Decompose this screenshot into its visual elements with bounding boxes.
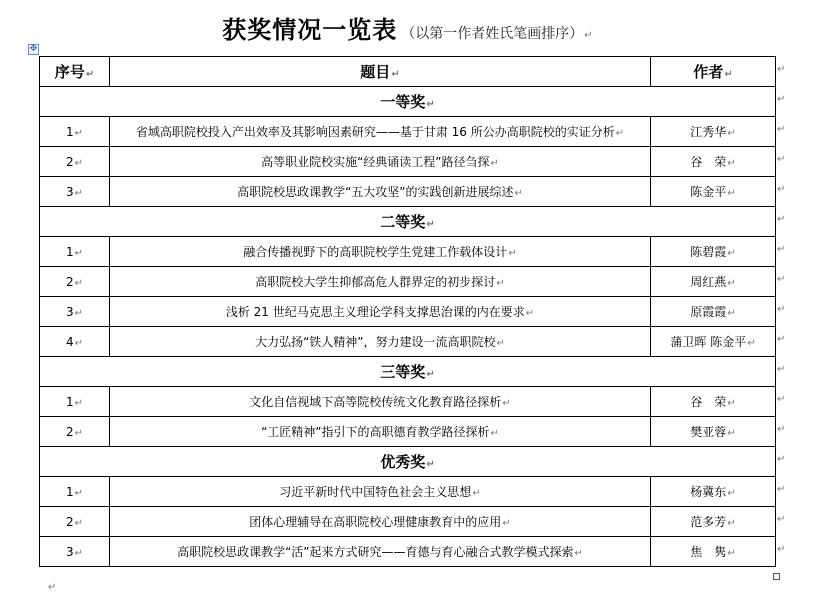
row-title [110, 237, 651, 267]
cell-mark-icon: ↵ [74, 427, 84, 439]
row-number [40, 537, 110, 567]
row-author-text: 谷 荣 [690, 155, 727, 169]
cell-mark-icon: ↵ [727, 158, 736, 169]
cell-mark-icon: ↵ [85, 69, 95, 80]
row-number [40, 117, 110, 147]
table-row [40, 537, 776, 567]
row-author [651, 177, 776, 207]
row-title-text: 习近平新时代中国特色社会主义思想 [279, 485, 472, 499]
row-author [651, 417, 776, 447]
row-number-text: 3 [65, 304, 74, 319]
row-title [110, 537, 651, 567]
row-number-text: 3 [65, 184, 74, 199]
row-author-text: 陈金平 [690, 185, 727, 199]
cell-mark-icon: ↵ [74, 487, 84, 499]
row-author-text: 焦 隽 [690, 545, 727, 559]
row-author [651, 387, 776, 417]
row-title [110, 387, 651, 417]
row-author [651, 117, 776, 147]
cell-mark-icon: ↵ [426, 219, 435, 230]
row-number [40, 417, 110, 447]
header-title [110, 57, 651, 87]
cell-mark-icon: ↵ [727, 248, 736, 259]
row-title [110, 267, 651, 297]
table-row [40, 477, 776, 507]
row-number-text: 2 [65, 154, 74, 169]
row-end-mark-icon: ↵ [777, 304, 786, 315]
row-author [651, 297, 776, 327]
cell-mark-icon: ↵ [525, 308, 535, 319]
table-row [40, 237, 776, 267]
row-title-text: 高等职业院校实施“经典诵读工程”路径刍探 [261, 155, 490, 169]
row-title [110, 297, 651, 327]
row-title-text: 文化自信视域下高等院校传统文化教育路径探析 [249, 395, 502, 409]
cell-mark-icon: ↵ [496, 338, 505, 349]
table-row [40, 297, 776, 327]
row-author [651, 477, 776, 507]
cell-mark-icon: ↵ [727, 428, 736, 439]
paragraph-mark-icon: ↵ [584, 30, 593, 41]
section-heading-text: 二等奖 [380, 213, 426, 231]
header-title-text: 题目 [360, 63, 391, 81]
table-move-handle-icon[interactable]: ✥ [29, 44, 38, 54]
row-author [651, 267, 776, 297]
row-end-mark-icon: ↵ [777, 424, 786, 435]
row-number [40, 477, 110, 507]
row-author-text: 樊亚蓉 [690, 425, 727, 439]
cell-mark-icon: ↵ [426, 369, 435, 380]
cell-mark-icon: ↵ [727, 488, 736, 499]
row-number-text: 3 [65, 544, 74, 559]
header-author-text: 作者 [693, 63, 724, 81]
row-author-text: 范多芳 [690, 515, 727, 529]
row-number-text: 2 [65, 514, 74, 529]
row-author [651, 507, 776, 537]
row-title-text: 高职院校思政课教学“五大攻坚”的实践创新进展综述 [237, 185, 514, 199]
title-main: 获奖情况一览表 [222, 15, 398, 44]
title-subtitle: （以第一作者姓氏笔画排序） [401, 26, 584, 42]
section-heading [40, 357, 776, 387]
row-title-text: “工匠精神”指引下的高职德育教学路径探析 [261, 425, 490, 439]
table-row [40, 327, 776, 357]
cell-mark-icon: ↵ [74, 397, 84, 409]
paragraph-mark-icon: ↵ [48, 582, 57, 593]
section-heading-text: 优秀奖 [380, 453, 426, 471]
row-number-text: 2 [65, 424, 74, 439]
row-author [651, 327, 776, 357]
section-row [40, 207, 776, 237]
row-title-text: 团体心理辅导在高职院校心理健康教育中的应用 [249, 515, 502, 529]
row-number-text: 2 [65, 274, 74, 289]
table-row [40, 387, 776, 417]
row-end-mark-icon: ↵ [777, 394, 786, 405]
cell-mark-icon: ↵ [74, 307, 84, 319]
table-row [40, 267, 776, 297]
cell-mark-icon: ↵ [502, 518, 511, 529]
cell-mark-icon: ↵ [615, 128, 625, 139]
row-author [651, 237, 776, 267]
cell-mark-icon: ↵ [490, 428, 499, 439]
row-title-text: 高职院校大学生抑郁高危人群界定的初步探讨 [255, 275, 496, 289]
cell-mark-icon: ↵ [391, 69, 400, 80]
section-heading [40, 447, 776, 477]
cell-mark-icon: ↵ [472, 488, 481, 499]
row-author-text: 周红燕 [690, 275, 727, 289]
row-title [110, 147, 651, 177]
header-row [40, 57, 776, 87]
row-end-mark-icon: ↵ [777, 364, 786, 375]
row-number [40, 267, 110, 297]
cell-mark-icon: ↵ [74, 547, 84, 559]
cell-mark-icon: ↵ [426, 459, 435, 470]
cell-mark-icon: ↵ [74, 187, 84, 199]
cell-mark-icon: ↵ [727, 518, 736, 529]
row-number-text: 1 [65, 244, 74, 259]
cell-mark-icon: ↵ [74, 127, 84, 139]
table-row [40, 147, 776, 177]
row-end-mark-icon: ↵ [777, 214, 786, 225]
section-row [40, 87, 776, 117]
section-heading [40, 87, 776, 117]
cell-mark-icon: ↵ [747, 338, 756, 349]
row-author-text: 蒲卫晖 陈金平 [670, 335, 747, 349]
header-author [651, 57, 776, 87]
row-number [40, 177, 110, 207]
row-title [110, 507, 651, 537]
row-number [40, 327, 110, 357]
cell-mark-icon: ↵ [724, 69, 733, 80]
section-heading [40, 207, 776, 237]
row-title-text: 省域高职院校投入产出效率及其影响因素研究——基于甘肃 16 所公办高职院校的实证分析 [135, 125, 615, 139]
table-row [40, 507, 776, 537]
row-end-mark-icon: ↵ [777, 244, 786, 255]
section-heading-text: 三等奖 [380, 363, 426, 381]
section-row [40, 447, 776, 477]
cell-mark-icon: ↵ [727, 128, 736, 139]
row-title-text: 大力弘扬“铁人精神”，努力建设一流高职院校 [255, 335, 496, 349]
cell-mark-icon: ↵ [727, 548, 736, 559]
cell-mark-icon: ↵ [74, 517, 84, 529]
row-number [40, 297, 110, 327]
row-author [651, 537, 776, 567]
header-no [40, 57, 110, 87]
row-author-text: 江秀华 [690, 125, 727, 139]
row-end-mark-icon: ↵ [777, 514, 786, 525]
row-number [40, 147, 110, 177]
cell-mark-icon: ↵ [514, 188, 523, 199]
row-number-text: 1 [65, 484, 74, 499]
cell-mark-icon: ↵ [727, 308, 736, 319]
row-end-mark-icon: ↵ [777, 64, 786, 75]
row-title-text: 高职院校思政课教学“活”起来方式研究——育德与育心融合式教学模式探索 [177, 545, 574, 559]
cell-mark-icon: ↵ [727, 398, 736, 409]
row-number-text: 1 [65, 124, 74, 139]
cell-mark-icon: ↵ [508, 248, 517, 259]
cell-mark-icon: ↵ [502, 398, 511, 409]
cell-mark-icon: ↵ [496, 278, 505, 289]
row-end-mark-icon: ↵ [777, 154, 786, 165]
header-no-text: 序号 [54, 63, 85, 81]
row-end-mark-icon: ↵ [777, 544, 786, 555]
cell-mark-icon: ↵ [727, 278, 736, 289]
cell-mark-icon: ↵ [490, 158, 499, 169]
row-end-mark-icon: ↵ [777, 274, 786, 285]
row-end-mark-icon: ↵ [777, 454, 786, 465]
row-end-mark-icon: ↵ [777, 484, 786, 495]
cell-mark-icon: ↵ [574, 548, 583, 559]
row-title [110, 327, 651, 357]
cell-mark-icon: ↵ [74, 157, 84, 169]
table-resize-handle[interactable] [773, 573, 780, 580]
row-title [110, 477, 651, 507]
row-number [40, 387, 110, 417]
row-title [110, 177, 651, 207]
row-author-text: 谷 荣 [690, 395, 727, 409]
row-number-text: 4 [65, 334, 74, 349]
section-heading-text: 一等奖 [380, 93, 426, 111]
row-end-mark-icon: ↵ [777, 94, 786, 105]
row-title [110, 417, 651, 447]
row-author-text: 陈碧霞 [690, 245, 727, 259]
cell-mark-icon: ↵ [426, 99, 435, 110]
cell-mark-icon: ↵ [74, 247, 84, 259]
row-end-mark-icon: ↵ [777, 334, 786, 345]
table-row [40, 177, 776, 207]
row-title-text: 浅析 21 世纪马克思主义理论学科支撑思治课的内在要求 [225, 305, 525, 319]
row-number [40, 507, 110, 537]
cell-mark-icon: ↵ [74, 277, 84, 289]
row-author [651, 147, 776, 177]
cell-mark-icon: ↵ [74, 337, 84, 349]
row-title-text: 融合传播视野下的高职院校学生党建工作载体设计 [243, 245, 508, 259]
cell-mark-icon: ↵ [727, 188, 736, 199]
section-row [40, 357, 776, 387]
row-author-text: 杨冀东 [690, 485, 727, 499]
row-end-mark-icon: ↵ [777, 184, 786, 195]
row-number [40, 237, 110, 267]
awards-table [39, 56, 776, 567]
row-title [110, 117, 651, 147]
row-number-text: 1 [65, 394, 74, 409]
document-title [0, 10, 815, 45]
table-row [40, 417, 776, 447]
row-end-mark-icon: ↵ [777, 124, 786, 135]
table-row [40, 117, 776, 147]
row-author-text: 原霞霞 [690, 305, 727, 319]
